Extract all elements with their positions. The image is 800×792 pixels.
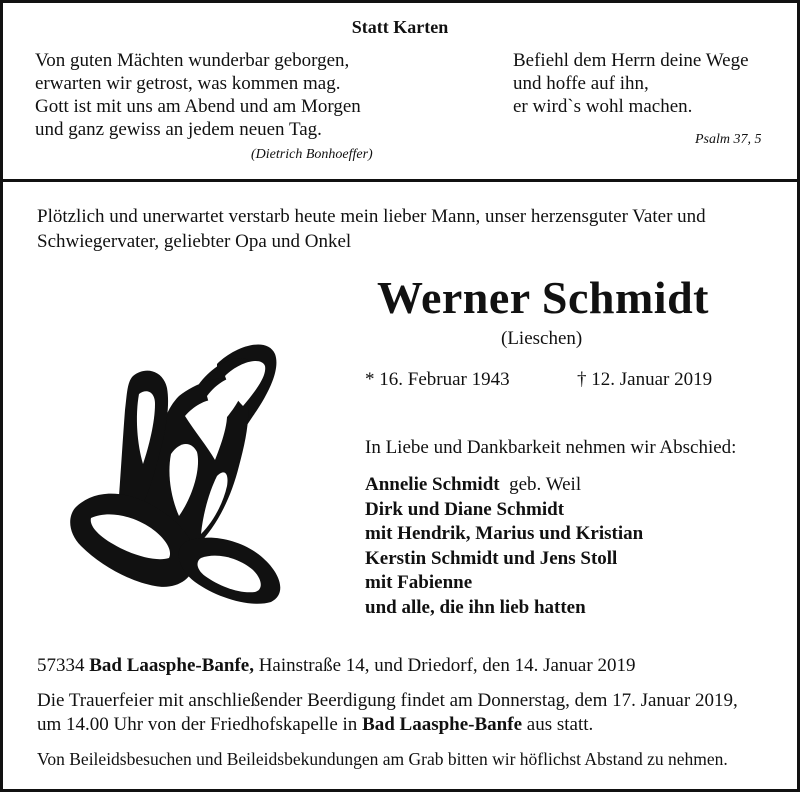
postcode: 57334 <box>37 655 85 676</box>
address-rest: Hainstraße 14, und Driedorf, den 14. Januar 2019 <box>258 655 636 676</box>
deceased-name: Werner Schmidt <box>377 272 709 323</box>
poem-line: und ganz gewiss an jedem neuen Tag. <box>35 119 322 140</box>
psalm-verse <box>513 49 749 118</box>
condolence-note: Von Beileidsbesuchen und Beileidsbekundungen am Grab bitten wir höflichst Abstand zu nehmen. <box>37 749 728 769</box>
spouse-name: Annelie Schmidt <box>365 474 500 495</box>
address-line <box>37 655 635 677</box>
family-line <box>365 473 643 498</box>
intro-text <box>37 204 706 254</box>
family-line: mit Fabienne <box>365 572 473 593</box>
intro-line: Plötzlich und unerwartet verstarb heute mein lieber Mann, unser herzensguter Vater und <box>37 206 706 227</box>
poem-line: erwarten wir getrost, was kommen mag. <box>35 73 341 94</box>
family-list <box>365 473 643 620</box>
service-end: aus statt. <box>526 714 594 735</box>
bonhoeffer-poem <box>35 49 361 141</box>
service-line: Die Trauerfeier mit anschließender Beerdigung findet am Donnerstag, dem 17. Januar 2019, <box>37 690 738 711</box>
deceased-nickname: (Lieschen) <box>501 328 583 349</box>
poem-line: Gott ist mit uns am Abend und am Morgen <box>35 96 361 117</box>
death-date: † 12. Januar 2019 <box>577 369 713 390</box>
psalm-line: er wird`s wohl machen. <box>513 96 693 117</box>
family-line: mit Hendrik, Marius und Kristian <box>365 523 644 544</box>
family-line: und alle, die ihn lieb hatten <box>365 596 586 618</box>
town: Bad Laasphe-Banfe, <box>89 655 254 676</box>
service-place: Bad Laasphe-Banfe <box>362 714 523 735</box>
psalm-reference: Psalm 37, 5 <box>695 132 762 147</box>
psalm-line: und hoffe auf ihn, <box>513 73 649 94</box>
family-line: Kerstin Schmidt und Jens Stoll <box>365 547 618 569</box>
poem-line: Von guten Mächten wunderbar geborgen, <box>35 50 350 71</box>
header-divider <box>3 179 797 182</box>
psalm-line: Befiehl dem Herrn deine Wege <box>513 50 749 71</box>
service-time: um 14.00 Uhr von der Friedhofskapelle in <box>37 714 358 735</box>
header-title: Statt Karten <box>351 17 449 37</box>
service-info <box>37 689 738 737</box>
farewell-text: In Liebe und Dankbarkeit nehmen wir Abschied: <box>365 437 737 458</box>
family-line: Dirk und Diane Schmidt <box>365 498 565 520</box>
spouse-birthname: geb. Weil <box>509 474 582 495</box>
service-line <box>37 713 738 737</box>
birth-date: * 16. Februar 1943 <box>365 369 510 390</box>
praying-hands-icon <box>67 336 299 606</box>
intro-line: Schwiegervater, geliebter Opa und Onkel <box>37 231 352 252</box>
poem-author: (Dietrich Bonhoeffer) <box>251 147 373 162</box>
